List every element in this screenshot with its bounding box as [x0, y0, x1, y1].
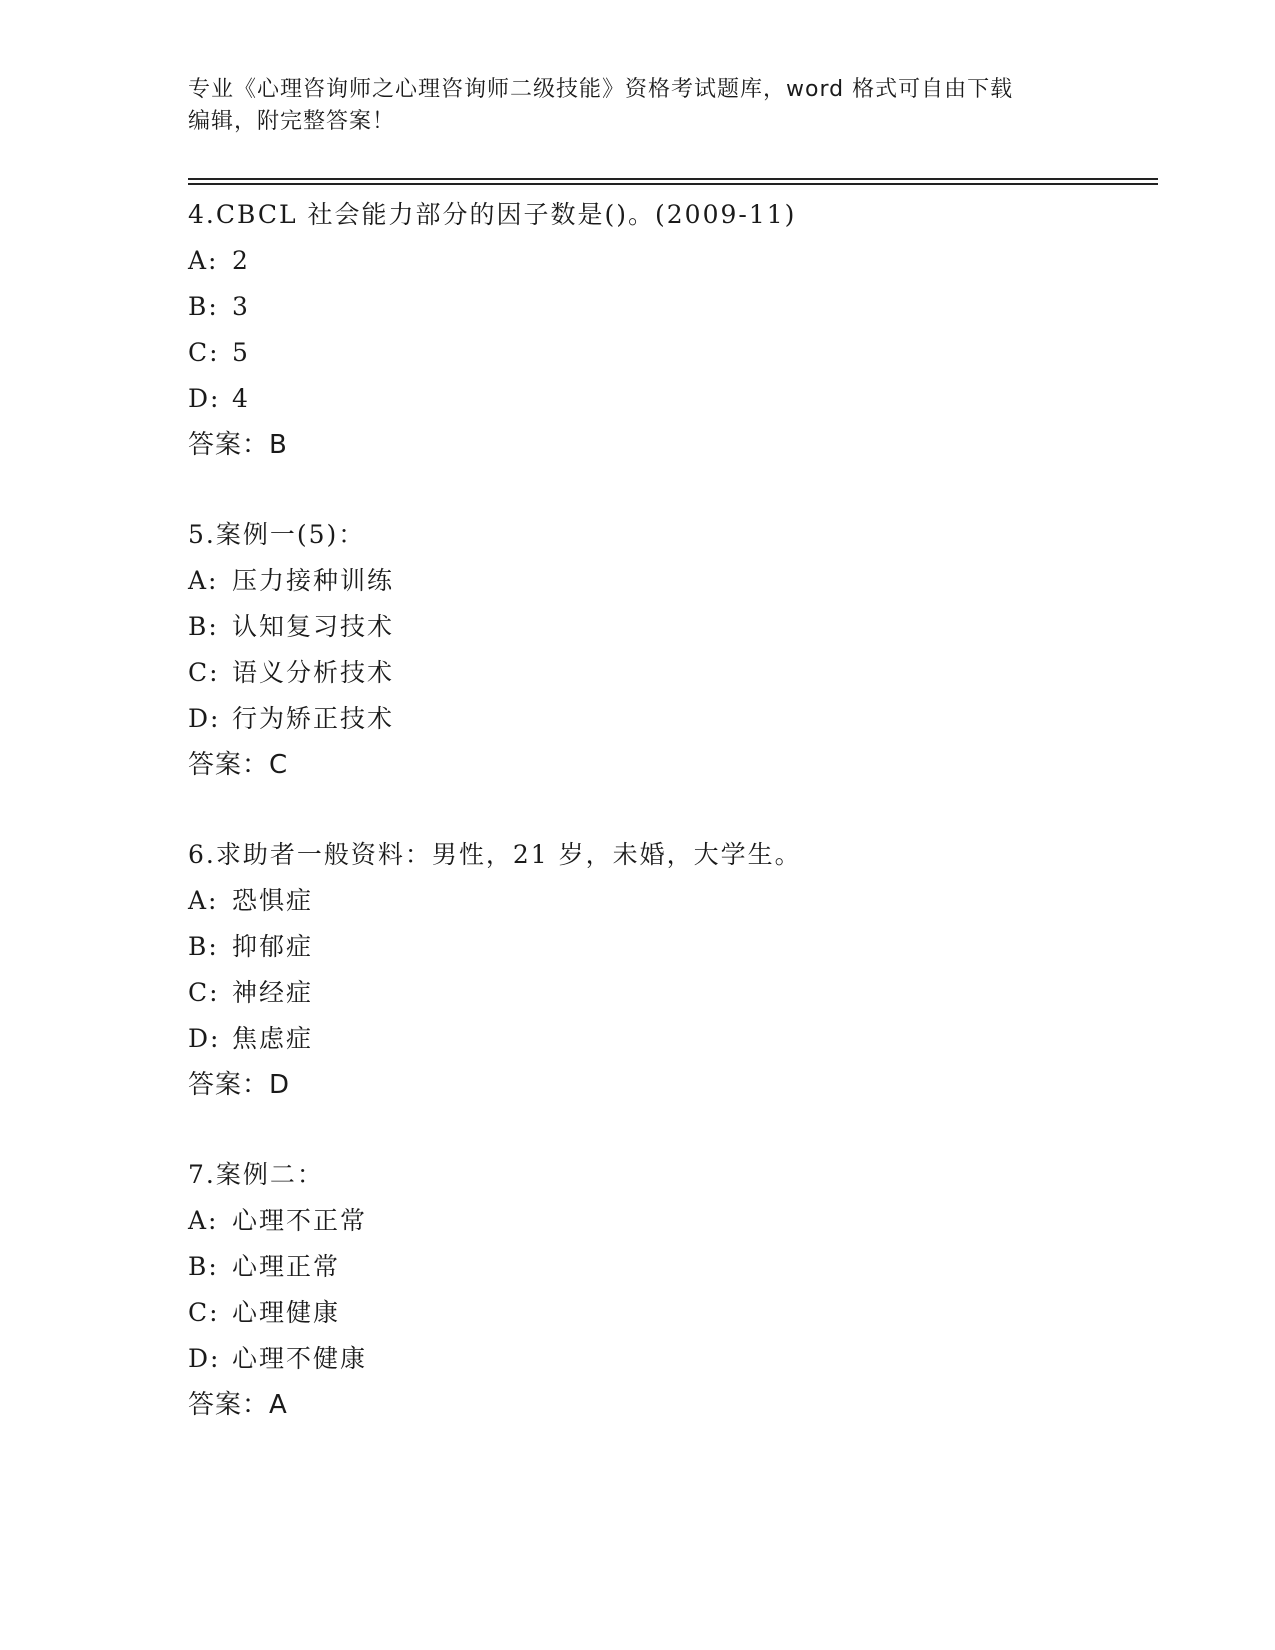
option-text: 心理正常 — [232, 1252, 341, 1281]
option-text: 5 — [232, 338, 250, 367]
option-text: 恐惧症 — [232, 886, 314, 915]
question-4 — [188, 192, 1148, 468]
option-a — [188, 878, 1148, 924]
option-d — [188, 696, 1148, 742]
question-spacer — [188, 468, 1148, 512]
header-line-1: 专业《心理咨询师之心理咨询师二级技能》资格考试题库，word 格式可自由下载 — [188, 77, 1014, 102]
option-b — [188, 924, 1148, 970]
option-d — [188, 376, 1148, 422]
question-7 — [188, 1152, 1148, 1428]
option-letter: A: — [188, 1206, 219, 1235]
question-title: 4.CBCL 社会能力部分的因子数是()。(2009-11) — [188, 200, 797, 229]
header-divider-bottom — [188, 183, 1158, 185]
option-c — [188, 970, 1148, 1016]
option-text: 3 — [232, 292, 250, 321]
question-spacer — [188, 788, 1148, 832]
answer-line: 答案：C — [188, 750, 289, 780]
option-d — [188, 1016, 1148, 1062]
option-letter: A: — [188, 246, 219, 275]
question-spacer — [188, 1108, 1148, 1152]
option-text: 抑郁症 — [232, 932, 314, 961]
question-title: 6.求助者一般资料：男性，21 岁，未婚，大学生。 — [188, 840, 802, 869]
option-letter: C: — [188, 658, 220, 687]
option-letter: B: — [188, 292, 219, 321]
option-letter: B: — [188, 612, 219, 641]
option-c — [188, 1290, 1148, 1336]
option-letter: D: — [188, 1024, 221, 1053]
option-c — [188, 330, 1148, 376]
option-letter: D: — [188, 1344, 221, 1373]
question-6 — [188, 832, 1148, 1108]
option-text: 行为矫正技术 — [232, 704, 395, 733]
answer-line: 答案：D — [188, 1070, 291, 1100]
option-b — [188, 1244, 1148, 1290]
option-letter: C: — [188, 1298, 220, 1327]
option-text: 4 — [232, 384, 250, 413]
option-text: 神经症 — [232, 978, 314, 1007]
option-b — [188, 604, 1148, 650]
option-a — [188, 1198, 1148, 1244]
option-text: 认知复习技术 — [232, 612, 395, 641]
option-letter: D: — [188, 704, 221, 733]
option-text: 焦虑症 — [232, 1024, 314, 1053]
option-b — [188, 284, 1148, 330]
option-letter: C: — [188, 978, 220, 1007]
option-letter: B: — [188, 932, 219, 961]
option-letter: C: — [188, 338, 220, 367]
option-letter: D: — [188, 384, 221, 413]
option-letter: A: — [188, 886, 219, 915]
option-text: 2 — [232, 246, 250, 275]
question-title: 5.案例一(5)： — [188, 520, 366, 549]
option-d — [188, 1336, 1148, 1382]
question-list — [188, 192, 1148, 1428]
option-letter: B: — [188, 1252, 219, 1281]
option-text: 压力接种训练 — [232, 566, 395, 595]
option-a — [188, 238, 1148, 284]
option-text: 心理不正常 — [232, 1206, 368, 1235]
option-letter: A: — [188, 566, 219, 595]
option-a — [188, 558, 1148, 604]
document-header — [188, 74, 1068, 138]
option-c — [188, 650, 1148, 696]
header-line-2: 编辑，附完整答案！ — [188, 109, 396, 134]
answer-line: 答案：A — [188, 1390, 288, 1420]
option-text: 心理健康 — [232, 1298, 341, 1327]
answer-line: 答案：B — [188, 430, 288, 460]
question-title: 7.案例二： — [188, 1160, 324, 1189]
option-text: 心理不健康 — [232, 1344, 368, 1373]
option-text: 语义分析技术 — [232, 658, 395, 687]
question-5 — [188, 512, 1148, 788]
header-divider-top — [188, 178, 1158, 180]
